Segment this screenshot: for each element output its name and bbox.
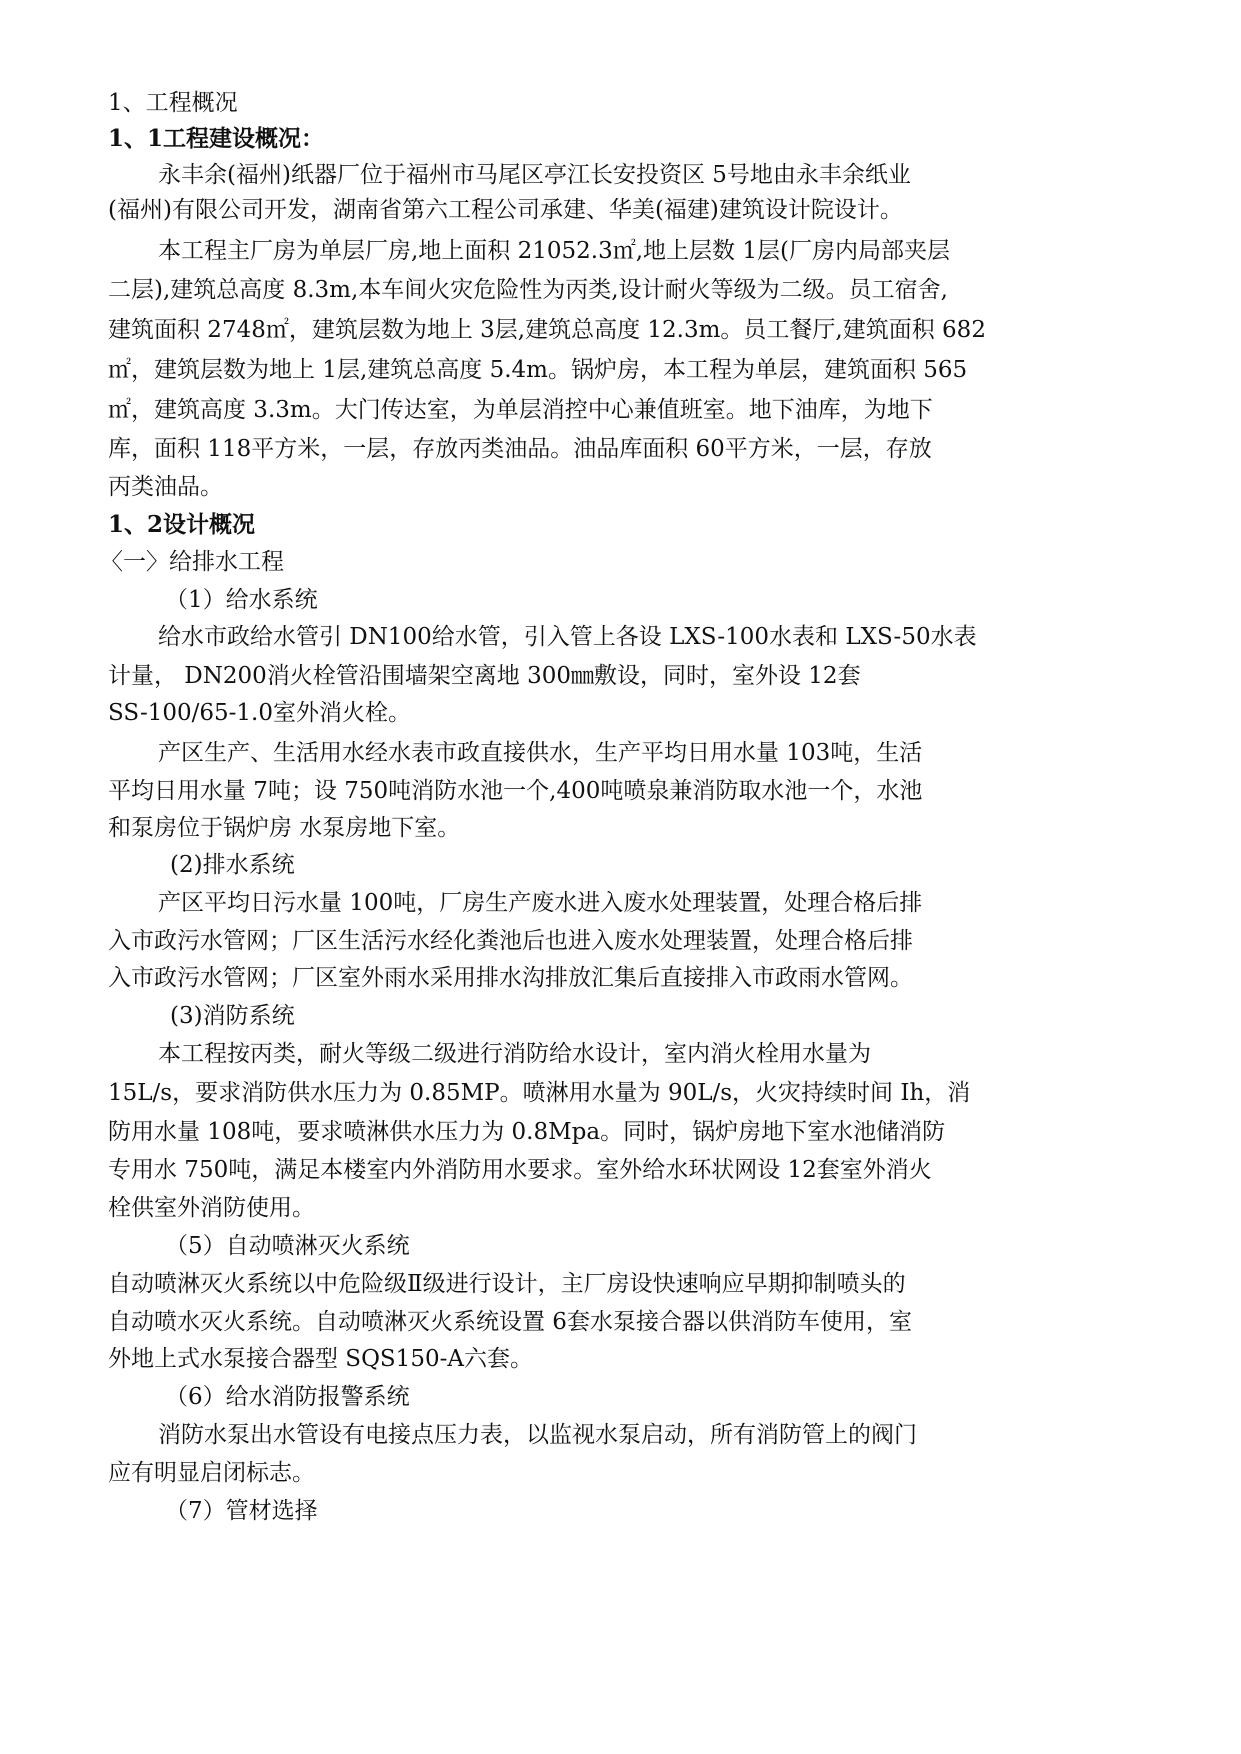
paragraph-line: 专用水 750吨，满足本楼室内外消防用水要求。室外给水环状网设 12套室外消火 <box>108 1157 932 1183</box>
paragraph-line: 二层),建筑总高度 8.3m,本车间火灾危险性为丙类,设计耐火等级为二级。员工宿舍, <box>108 277 948 303</box>
paragraph-line: 入市政污水管网；厂区室外雨水采用排水沟排放汇集后直接排入市政雨水管网。 <box>108 965 913 991</box>
paragraph-line: SS-100/65-1.0室外消火栓。 <box>108 700 411 726</box>
paragraph-line: (福州)有限公司开发，湖南省第六工程公司承建、华美(福建)建筑设计院设计。 <box>108 197 903 223</box>
paragraph-line: 本工程按丙类，耐火等级二级进行消防给水设计，室内消火栓用水量为 <box>158 1041 871 1067</box>
paragraph-line: 产区平均日污水量 100吨，厂房生产废水进入废水处理装置，处理合格后排 <box>158 890 923 916</box>
heading-drainage-system: (2)排水系统 <box>170 852 295 878</box>
paragraph-line: 计量， DN200消火栓管沿围墙架空离地 300㎜敷设，同时，室外设 12套 <box>108 663 861 689</box>
paragraph-line: 应有明显启闭标志。 <box>108 1460 315 1486</box>
paragraph-line: 和泵房位于锅炉房 水泵房地下室。 <box>108 815 461 841</box>
paragraph-line: 消防水泵出水管设有电接点压力表，以监视水泵启动，所有消防管上的阀门 <box>158 1422 917 1448</box>
heading-sprinkler-system: （5）自动喷淋灭火系统 <box>165 1233 410 1259</box>
heading-pipe-material: （7）管材选择 <box>165 1498 318 1524</box>
heading-water-supply-drainage: 〈一〉给排水工程 <box>100 549 284 575</box>
paragraph-line: 外地上式水泵接合器型 SQS150-A六套。 <box>108 1346 533 1372</box>
heading-water-supply-system: （1）给水系统 <box>165 587 318 613</box>
paragraph-line: 产区生产、生活用水经水表市政直接供水，生产平均日用水量 103吨，生活 <box>158 740 923 766</box>
paragraph-line: 给水市政给水管引 DN100给水管，引入管上各设 LXS-100水表和 LXS-50水表 <box>158 624 977 650</box>
paragraph-line: 平均日用水量 7吨；设 750吨消防水池一个,400吨喷泉兼消防取水池一个，水池 <box>108 778 923 804</box>
paragraph-line: ㎡，建筑高度 3.3m。大门传达室，为单层消控中心兼值班室。地下油库，为地下 <box>108 397 933 423</box>
heading-project-overview: 1、工程概况 <box>108 90 238 116</box>
paragraph-line: 栓供室外消防使用。 <box>108 1195 315 1221</box>
paragraph-line: 自动喷淋灭火系统以中危险级Ⅱ级进行设计，主厂房设快速响应早期抑制喷头的 <box>108 1271 906 1297</box>
paragraph-line: 自动喷水灭火系统。自动喷淋灭火系统设置 6套水泵接合器以供消防车使用，室 <box>108 1309 912 1335</box>
heading-construction-overview: 1、1工程建设概况： <box>108 125 325 152</box>
paragraph-line: 永丰余(福州)纸器厂位于福州市马尾区亭江长安投资区 5号地由永丰余纸业 <box>158 162 911 188</box>
paragraph-line: 本工程主厂房为单层厂房,地上面积 21052.3㎡,地上层数 1层(厂房内局部夹层 <box>158 238 950 264</box>
paragraph-line: 库，面积 118平方米，一层，存放丙类油品。油品库面积 60平方米，一层，存放 <box>108 436 932 462</box>
heading-fire-protection-system: (3)消防系统 <box>170 1003 295 1029</box>
heading-fire-alarm-system: （6）给水消防报警系统 <box>165 1384 410 1410</box>
paragraph-line: 15L/s，要求消防供水压力为 0.85MP。喷淋用水量为 90L/s，火灾持续时间 Ih，消 <box>108 1080 971 1106</box>
paragraph-line: 入市政污水管网；厂区生活污水经化粪池后也进入废水处理装置，处理合格后排 <box>108 928 913 954</box>
heading-design-overview: 1、2设计概况 <box>108 511 256 538</box>
paragraph-line: 建筑面积 2748㎡，建筑层数为地上 3层,建筑总高度 12.3m。员工餐厅,建筑面积 682 <box>108 317 986 343</box>
paragraph-line: ㎡，建筑层数为地上 1层,建筑总高度 5.4m。锅炉房，本工程为单层，建筑面积 565 <box>108 357 968 383</box>
paragraph-line: 防用水量 108吨，要求喷淋供水压力为 0.8Mpa。同时，锅炉房地下室水池储消防 <box>108 1119 946 1145</box>
paragraph-line: 丙类油品。 <box>108 474 223 500</box>
